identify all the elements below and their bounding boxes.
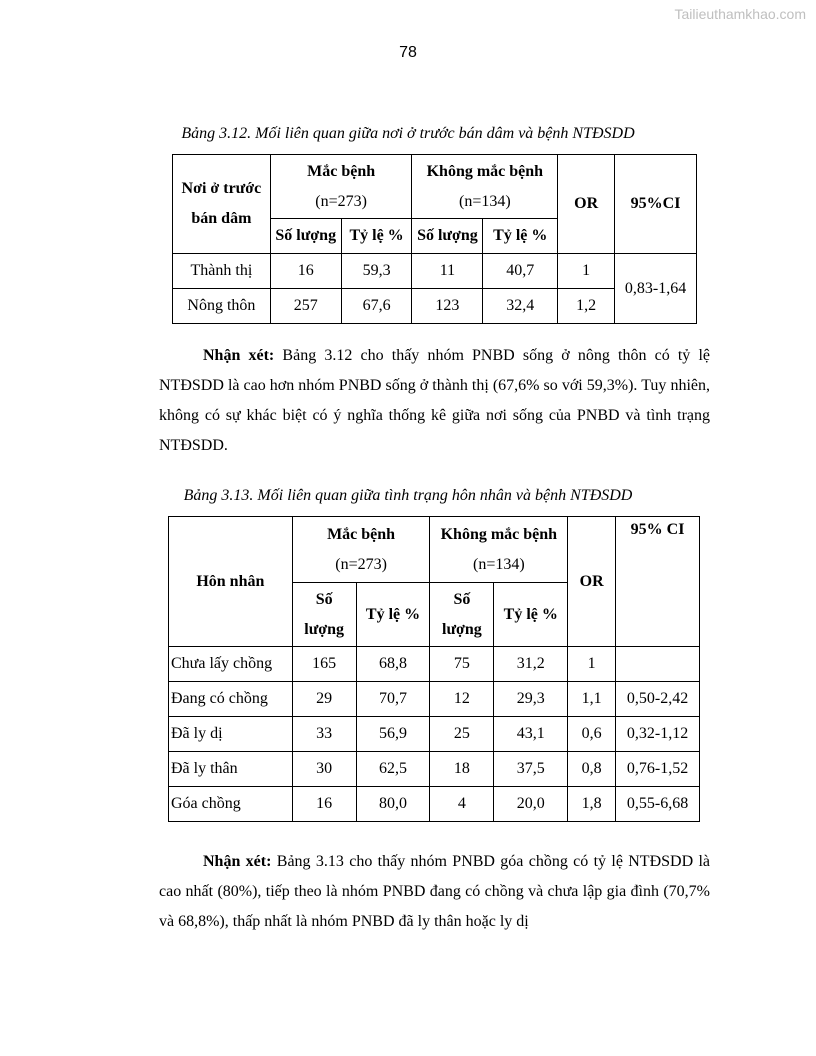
table-row — [169, 682, 700, 717]
header-diseased: Mắc bệnh (n=273) — [292, 517, 430, 583]
row-label: Góa chồng — [169, 787, 293, 822]
cell: 0,76-1,52 — [616, 752, 700, 787]
cell: 32,4 — [483, 289, 558, 324]
table-3-12 — [172, 154, 697, 324]
cell: 0,55-6,68 — [616, 787, 700, 822]
cell: 20,0 — [494, 787, 568, 822]
cell: 37,5 — [494, 752, 568, 787]
cell: 257 — [270, 289, 341, 324]
ci-merged-cell: 0,83-1,64 — [615, 254, 697, 324]
cell: 165 — [292, 647, 356, 682]
cell — [616, 647, 700, 682]
header-marital-status: Hôn nhân — [169, 517, 293, 647]
header-ci: 95% CI — [616, 517, 700, 647]
cell: 1 — [568, 647, 616, 682]
table-row — [169, 647, 700, 682]
comment-label: Nhận xét: — [203, 853, 272, 870]
cell: 33 — [292, 717, 356, 752]
header-or: OR — [558, 155, 615, 254]
cell: 18 — [430, 752, 494, 787]
header-not-diseased: Không mắc bệnh (n=134) — [412, 155, 558, 219]
cell: 62,5 — [356, 752, 430, 787]
cell: 1,2 — [558, 289, 615, 324]
cell: 4 — [430, 787, 494, 822]
cell: 56,9 — [356, 717, 430, 752]
cell: 16 — [292, 787, 356, 822]
cell: 1,1 — [568, 682, 616, 717]
cell: 43,1 — [494, 717, 568, 752]
cell: 67,6 — [341, 289, 412, 324]
subheader-count-2: Số lượng — [412, 219, 483, 254]
subheader-pct-1: Tỷ lệ % — [341, 219, 412, 254]
row-label: Đã ly dị — [169, 717, 293, 752]
row-label: Chưa lấy chồng — [169, 647, 293, 682]
table-row — [173, 254, 697, 289]
table1-caption: Bảng 3.12. Mối liên quan giữa nơi ở trước bán dâm và bệnh NTĐSDD — [181, 125, 635, 142]
cell: 1,8 — [568, 787, 616, 822]
table-3-13 — [168, 516, 700, 822]
cell: 25 — [430, 717, 494, 752]
cell: 123 — [412, 289, 483, 324]
header-diseased: Mắc bệnh (n=273) — [270, 155, 412, 219]
table-row — [169, 752, 700, 787]
cell: 68,8 — [356, 647, 430, 682]
cell: 29 — [292, 682, 356, 717]
cell: 16 — [270, 254, 341, 289]
table-row — [169, 717, 700, 752]
header-ci: 95%CI — [615, 155, 697, 254]
subheader-pct-1: Tỷ lệ % — [356, 583, 430, 647]
cell: 1 — [558, 254, 615, 289]
cell: 0,50-2,42 — [616, 682, 700, 717]
table2-caption: Bảng 3.13. Mối liên quan giữa tình trạng hôn nhân và bệnh NTĐSDD — [183, 487, 633, 504]
cell: 30 — [292, 752, 356, 787]
subheader-count-1: Số lượng — [292, 583, 356, 647]
comment-text: Bảng 3.12 cho thấy nhóm PNBD sống ở nông thôn có tỷ lệ NTĐSDD là cao hơn nhóm PNBD sống ở thành thị (67,6% so với 59,3%). Tuy nhiên, không có sự khác biệt có ý nghĩa thống kê giữa nơi sống của PNBD và tình trạng NTĐSDD. — [159, 347, 710, 454]
comment-paragraph-2 — [159, 847, 710, 937]
header-or: OR — [568, 517, 616, 647]
cell: 40,7 — [483, 254, 558, 289]
cell: 59,3 — [341, 254, 412, 289]
subheader-pct-2: Tỷ lệ % — [494, 583, 568, 647]
comment-text: Bảng 3.13 cho thấy nhóm PNBD góa chồng có tỷ lệ NTĐSDD là cao nhất (80%), tiếp theo là nhóm PNBD đang có chồng và chưa lập gia đình (70,7% và 68,8%), thấp nhất là nhóm PNBD đã ly thân hoặc ly dị — [159, 853, 711, 930]
row-label: Thành thị — [173, 254, 271, 289]
page-number: 78 — [399, 44, 417, 61]
cell: 80,0 — [356, 787, 430, 822]
cell: 0,6 — [568, 717, 616, 752]
cell: 75 — [430, 647, 494, 682]
header-residence: Nơi ở trước bán dâm — [173, 155, 271, 254]
comment-label: Nhận xét: — [203, 347, 275, 364]
header-not-diseased: Không mắc bệnh (n=134) — [430, 517, 568, 583]
comment-paragraph-1 — [159, 341, 710, 461]
subheader-pct-2: Tỷ lệ % — [483, 219, 558, 254]
row-label: Nông thôn — [173, 289, 271, 324]
watermark: Tailieuthamkhao.com — [674, 6, 806, 22]
row-label: Đã ly thân — [169, 752, 293, 787]
cell: 0,32-1,12 — [616, 717, 700, 752]
cell: 29,3 — [494, 682, 568, 717]
cell: 31,2 — [494, 647, 568, 682]
row-label: Đang có chồng — [169, 682, 293, 717]
cell: 0,8 — [568, 752, 616, 787]
subheader-count-2: Số lượng — [430, 583, 494, 647]
subheader-count-1: Số lượng — [270, 219, 341, 254]
cell: 11 — [412, 254, 483, 289]
cell: 70,7 — [356, 682, 430, 717]
cell: 12 — [430, 682, 494, 717]
table-row — [169, 787, 700, 822]
